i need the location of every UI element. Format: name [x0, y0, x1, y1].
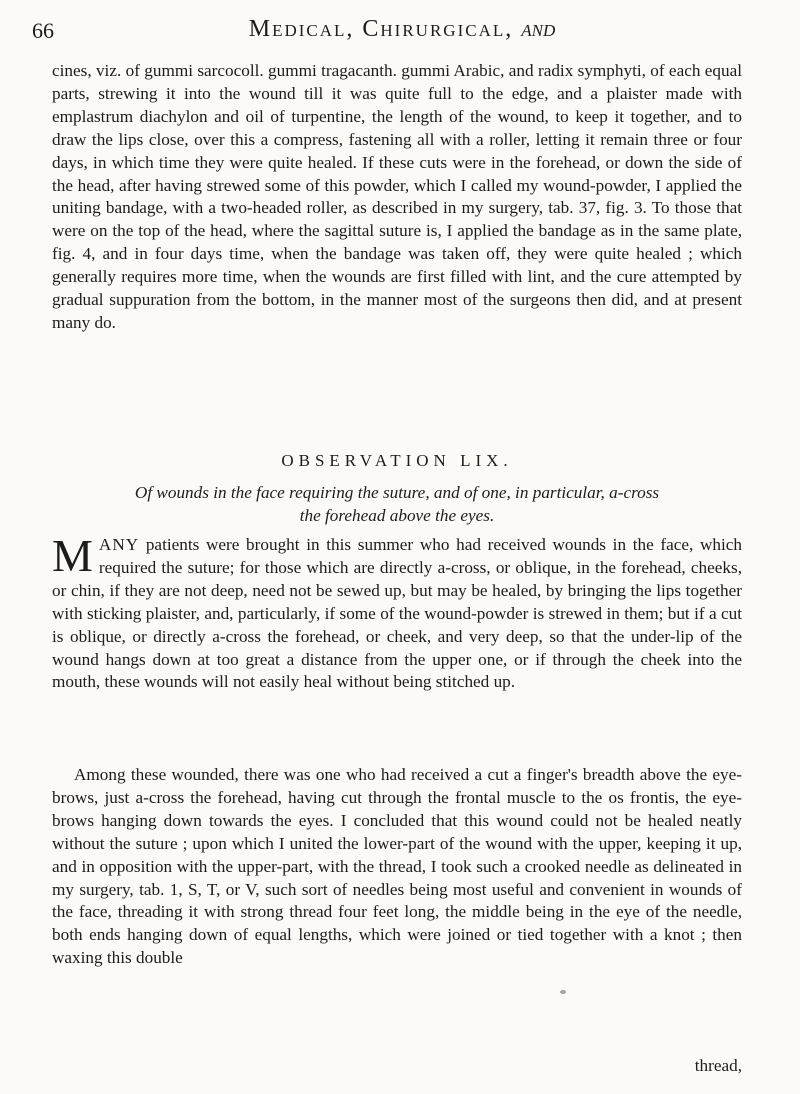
- page-number: 66: [32, 18, 54, 43]
- observation-heading: OBSERVATION LIX.: [281, 451, 513, 470]
- paragraph-body: patients were brought in this summer who had received wounds in the face, which required the suture; for those which are directly a-cross, or oblique, in the forehead, cheeks, or chin, if they are not deep, need not be sewed up, but may be healed, by bringing the lips together with sticking plaister, and, particularly, if some of the wound-powder is strewed in them; but if a cut is oblique, or directly a-cross the forehead, or cheek, and very deep, so that the under-lip of the wound hangs down at too great a distance from the upper one, or if through the cheek into the mouth, these wounds will not easily heal without being stitched up.: [52, 535, 742, 692]
- paragraph-text: cines, viz. of gummi sarcocoll. gummi tragacanth. gummi Arabic, and radix symphyti, of each equal parts, strewing it into the wound till it was quite full to the edge, and a plaister made with emplastrum diachylon and oil of turpentine, the length of the wound, to keep it together, and to draw the lips close, over this a compress, fastening all with a roller, letting it remain three or four days, in which time they were quite healed. If these cuts were in the forehead, or down the side of the head, after having strewed some of this powder, which I called my wound-powder, I applied the uniting bandage, with a two-headed roller, as described in my surgery, tab. 37, fig. 3. To those that were on the top of the head, where the sagittal suture is, I applied the bandage as in the same plate, fig. 4, and in four days time, when the bandage was taken off, they were quite healed ; which generally requires more time, when the wounds are first filled with lint, and the cure attempted by gradual suppuration from the bottom, in the manner most of the surgeons then did, and at present many do.: [52, 61, 742, 332]
- running-title-and: and: [521, 16, 556, 42]
- observation-subtitle-line: the forehead above the eyes.: [299, 506, 495, 525]
- paragraph-text: Among these wounded, there was one who had received a cut a finger's breadth above the eye-brows, just a-cross the forehead, having cut through the frontal muscle to the os frontis, the eye-brows hanging down towards the eyes. I concluded that this wound could not be healed neatly without the suture ; upon which I united the lower-part of the wound with the upper, keeping it up, and in opposition with the upper-part, with the thread, I took such a crooked needle as delineated in my surgery, tab. 1, S, T, or V, such sort of needles being most useful and convenient in wounds of the face, threading it with strong thread four feet long, the middle being in the eye of the needle, both ends hanging down of equal lengths, which were joined or tied together with a knot ; then waxing this double: [52, 765, 742, 968]
- paragraph-case: [52, 764, 742, 970]
- drop-capital: M: [52, 530, 93, 581]
- paragraph-opening: [52, 530, 742, 694]
- running-title: [32, 16, 772, 43]
- running-head: [32, 14, 772, 54]
- paragraph-continued: [52, 60, 742, 335]
- running-title-main: Medical, Chirurgical,: [248, 16, 514, 42]
- paragraph-text: [52, 530, 742, 694]
- catchword: thread,: [694, 1056, 742, 1075]
- observation-subtitle: [52, 481, 742, 527]
- ink-speck: [560, 990, 566, 994]
- lead-in-capitals: ANY: [98, 535, 140, 554]
- observation-subtitle-line: Of wounds in the face requiring the suture, and of one, in particular, a-cross: [134, 483, 660, 502]
